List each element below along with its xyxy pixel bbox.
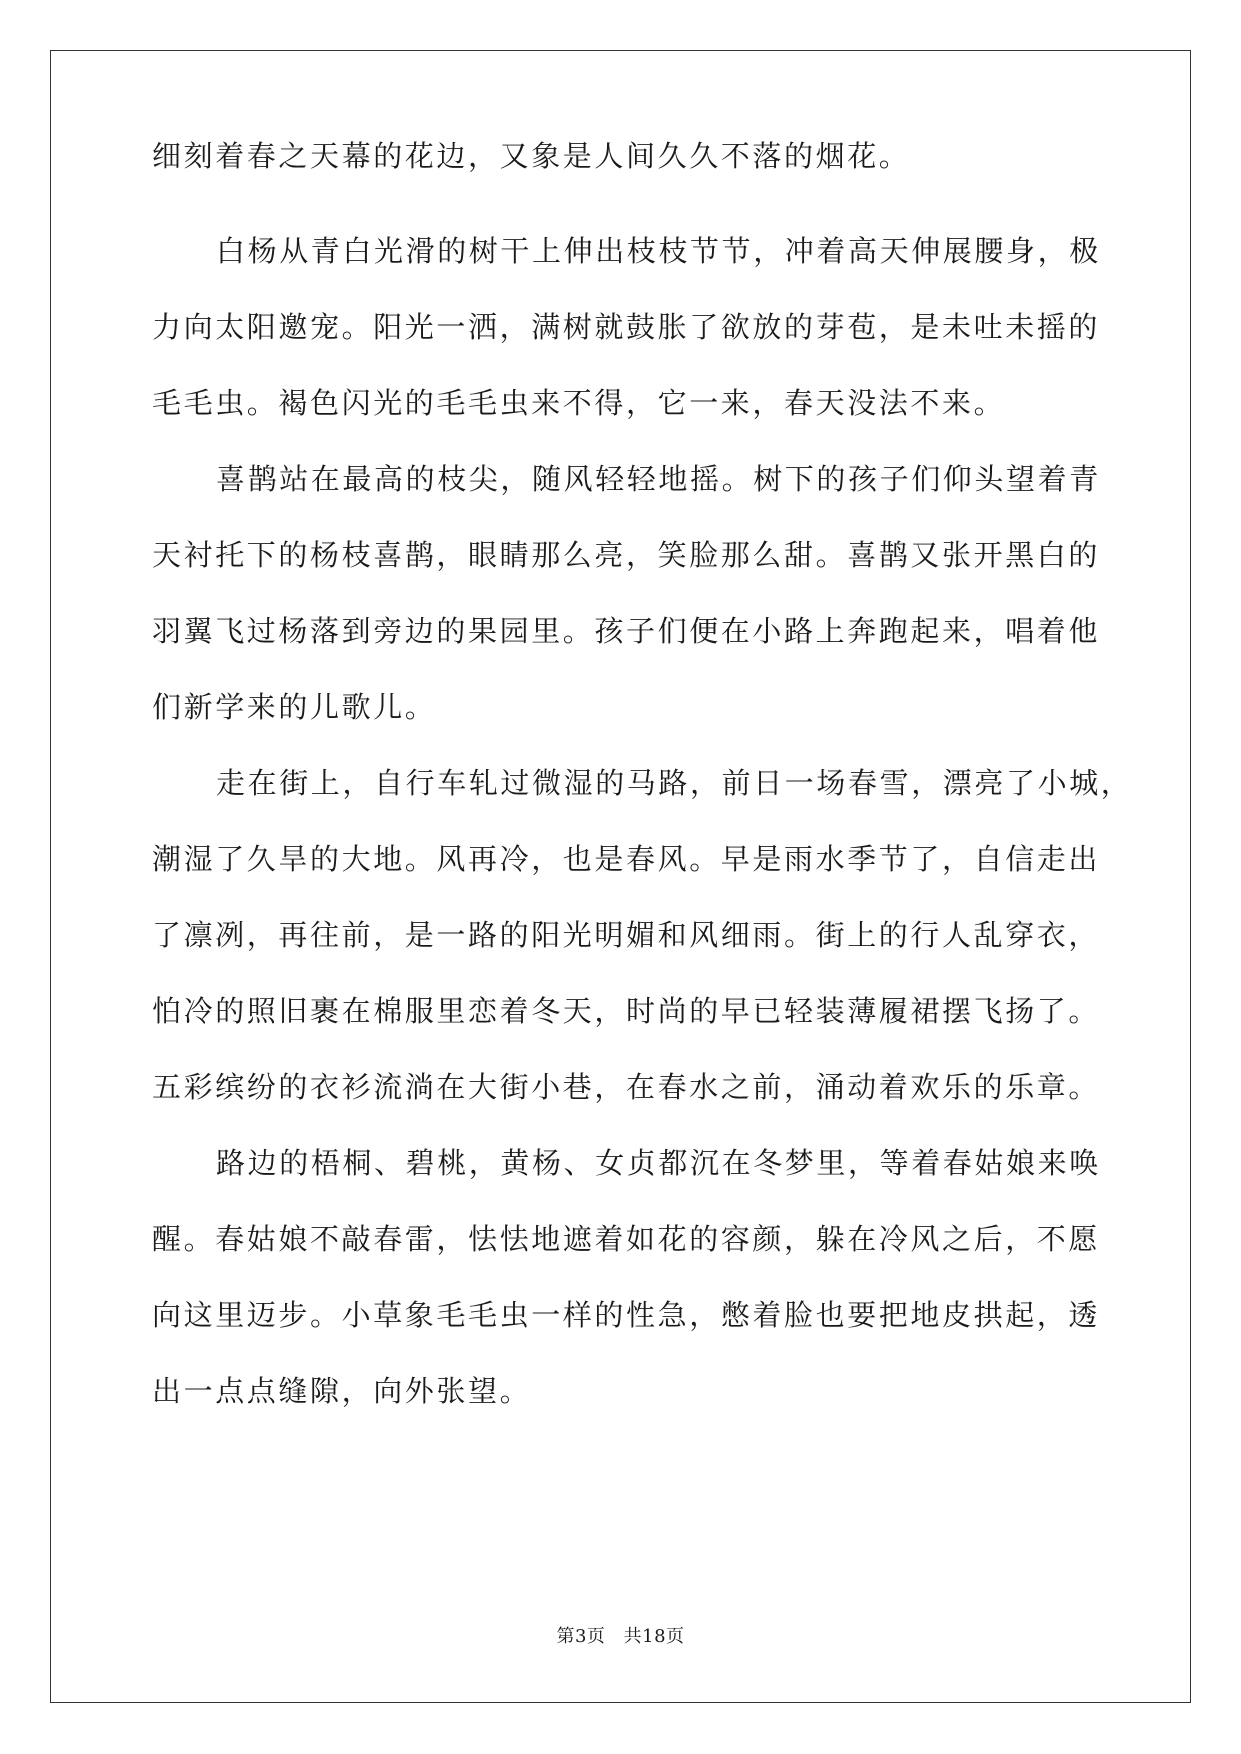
text-line: 路边的梧桐、碧桃，黄杨、女贞都沉在冬梦里，等着春姑娘来唤 xyxy=(216,1146,1101,1180)
text-line: 细刻着春之天幕的花边，又象是人间久久不落的烟花。 xyxy=(152,139,911,173)
text-line: 毛毛虫。褐色闪光的毛毛虫来不得，它一来，春天没法不来。 xyxy=(152,386,1006,420)
page-number: 第3页 xyxy=(556,1626,606,1647)
text-line: 五彩缤纷的衣衫流淌在大街小巷，在春水之前，涌动着欢乐的乐章。 xyxy=(152,1070,1101,1104)
text-line: 白杨从青白光滑的树干上伸出枝枝节节，冲着高天伸展腰身，极 xyxy=(216,234,1101,268)
text-line: 醒。春姑娘不敲春雷，怯怯地遮着如花的容颜，躲在冷风之后，不愿 xyxy=(152,1222,1101,1256)
text-line: 羽翼飞过杨落到旁边的果园里。孩子们便在小路上奔跑起来，唱着他 xyxy=(152,614,1101,648)
page-footer xyxy=(0,1622,1241,1648)
text-line: 走在街上，自行车轧过微湿的马路，前日一场春雪，漂亮了小城， xyxy=(216,766,1133,800)
text-line: 了凛冽，再往前，是一路的阳光明媚和风细雨。街上的行人乱穿衣， xyxy=(152,918,1101,952)
page-total: 共18页 xyxy=(623,1626,685,1647)
text-line: 出一点点缝隙，向外张望。 xyxy=(152,1374,532,1408)
text-line: 怕冷的照旧裹在棉服里恋着冬天，时尚的早已轻装薄履裙摆飞扬了。 xyxy=(152,994,1101,1028)
text-line: 喜鹊站在最高的枝尖，随风轻轻地摇。树下的孩子们仰头望着青 xyxy=(216,462,1101,496)
document-body xyxy=(152,139,1133,1429)
text-line: 向这里迈步。小草象毛毛虫一样的性急，憋着脸也要把地皮拱起，透 xyxy=(152,1298,1101,1332)
text-line: 潮湿了久旱的大地。风再冷，也是春风。早是雨水季节了，自信走出 xyxy=(152,842,1101,876)
text-line: 天衬托下的杨枝喜鹊，眼睛那么亮，笑脸那么甜。喜鹊又张开黑白的 xyxy=(152,538,1101,572)
text-line: 力向太阳邀宠。阳光一洒，满树就鼓胀了欲放的芽苞，是未吐未摇的 xyxy=(152,310,1101,344)
text-line: 们新学来的儿歌儿。 xyxy=(152,690,437,724)
